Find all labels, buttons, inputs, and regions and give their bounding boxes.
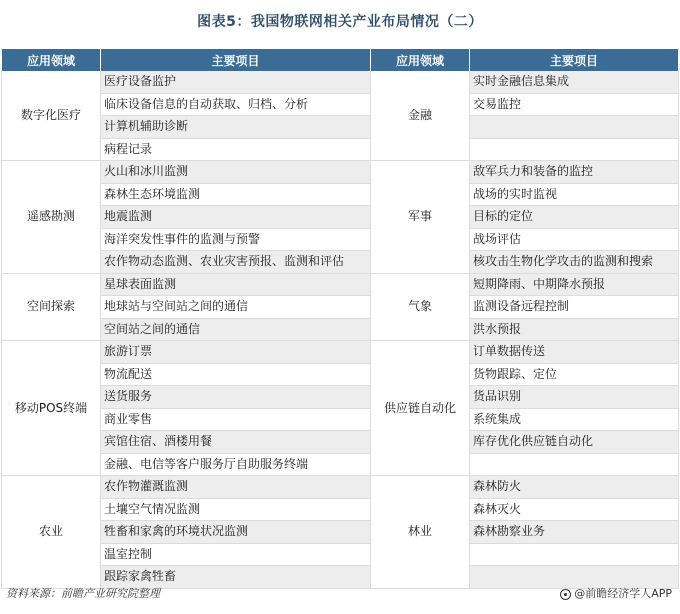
table-row: [2, 71, 679, 93]
table-row: [2, 273, 679, 296]
page-title: 图表5：我国物联网相关产业布局情况（二）: [197, 14, 483, 30]
table-row: [2, 116, 679, 139]
project-cell: 地震监测: [101, 206, 371, 229]
project-cell: 目标的定位: [470, 206, 679, 229]
header-domain-right: 应用领域: [371, 49, 470, 71]
project-cell: 牲畜和家禽的环境状况监测: [101, 521, 371, 544]
project-cell: 战场的实时监视: [470, 183, 679, 206]
table-row: [2, 251, 679, 274]
project-cell: 库存优化供应链自动化: [470, 431, 679, 454]
domain-cell: 林业: [371, 476, 470, 589]
domain-cell: 数字化医疗: [2, 71, 101, 161]
project-cell: [470, 543, 679, 566]
project-cell: 物流配送: [101, 363, 371, 386]
table-row: [2, 386, 679, 409]
table-row: [2, 296, 679, 319]
project-cell: 计算机辅助诊断: [101, 116, 371, 139]
brand-logo-icon: [560, 589, 571, 600]
project-cell: 森林勘察业务: [470, 521, 679, 544]
project-cell: 星球表面监测: [101, 273, 371, 296]
project-cell: 医疗设备监护: [101, 71, 371, 93]
project-cell: 森林生态环境监测: [101, 183, 371, 206]
project-cell: 送货服务: [101, 386, 371, 409]
table-row: [2, 498, 679, 521]
project-cell: 病程记录: [101, 138, 371, 161]
table-row: [2, 161, 679, 184]
table-row: [2, 566, 679, 589]
table-row: [2, 228, 679, 251]
table-row: [2, 543, 679, 566]
project-cell: 商业零售: [101, 408, 371, 431]
project-cell: 货物跟踪、定位: [470, 363, 679, 386]
project-cell: 跟踪家禽牲畜: [101, 566, 371, 589]
table-row: [2, 318, 679, 341]
table-row: [2, 183, 679, 206]
project-cell: 旅游订票: [101, 341, 371, 364]
table-row: [2, 138, 679, 161]
project-cell: 临床设备信息的自动获取、归档、分析: [101, 93, 371, 116]
table-row: [2, 521, 679, 544]
domain-cell: 农业: [2, 476, 101, 589]
table-row: [2, 476, 679, 499]
source-note: 资料来源：前瞻产业研究院整理: [6, 587, 160, 600]
header-projects-left: 主要项目: [101, 49, 371, 71]
project-cell: 宾馆住宿、酒楼用餐: [101, 431, 371, 454]
project-cell: 敌军兵力和装备的监控: [470, 161, 679, 184]
project-cell: 订单数据传送: [470, 341, 679, 364]
project-cell: [470, 116, 679, 139]
domain-cell: 气象: [371, 273, 470, 341]
table-row: [2, 93, 679, 116]
project-cell: 实时金融信息集成: [470, 71, 679, 93]
project-cell: 土壤空气情况监测: [101, 498, 371, 521]
header-domain-left: 应用领域: [2, 49, 101, 71]
brand-text: @前瞻经济学人APP: [574, 587, 672, 600]
domain-cell: 空间探索: [2, 273, 101, 341]
project-cell: 森林防火: [470, 476, 679, 499]
table-header-row: [2, 49, 679, 71]
project-cell: 交易监控: [470, 93, 679, 116]
project-cell: [470, 566, 679, 589]
project-cell: 空间站之间的通信: [101, 318, 371, 341]
table-row: [2, 453, 679, 476]
table-row: [2, 431, 679, 454]
project-cell: 森林灭火: [470, 498, 679, 521]
project-cell: 战场评估: [470, 228, 679, 251]
project-cell: 温室控制: [101, 543, 371, 566]
industry-layout-table: [1, 49, 679, 589]
project-cell: 农作物灌溉监测: [101, 476, 371, 499]
project-cell: 系统集成: [470, 408, 679, 431]
project-cell: 洪水预报: [470, 318, 679, 341]
project-cell: 短期降雨、中期降水预报: [470, 273, 679, 296]
project-cell: 货品识别: [470, 386, 679, 409]
project-cell: [470, 453, 679, 476]
project-cell: 海洋突发性事件的监测与预警: [101, 228, 371, 251]
project-cell: 火山和冰川监测: [101, 161, 371, 184]
project-cell: 农作物动态监测、农业灾害预报、监测和评估: [101, 251, 371, 274]
project-cell: [470, 138, 679, 161]
project-cell: 地球站与空间站之间的通信: [101, 296, 371, 319]
brand-note: [560, 586, 672, 602]
header-projects-right: 主要项目: [470, 49, 679, 71]
domain-cell: 移动POS终端: [2, 341, 101, 476]
domain-cell: 遥感勘测: [2, 161, 101, 274]
table-row: [2, 206, 679, 229]
project-cell: 金融、电信等客户服务厅自助服务终端: [101, 453, 371, 476]
domain-cell: 供应链自动化: [371, 341, 470, 476]
table-row: [2, 408, 679, 431]
project-cell: 核攻击生物化学攻击的监测和搜索: [470, 251, 679, 274]
table-row: [2, 363, 679, 386]
table-row: [2, 341, 679, 364]
project-cell: 监测设备远程控制: [470, 296, 679, 319]
domain-cell: 军事: [371, 161, 470, 274]
domain-cell: 金融: [371, 71, 470, 161]
